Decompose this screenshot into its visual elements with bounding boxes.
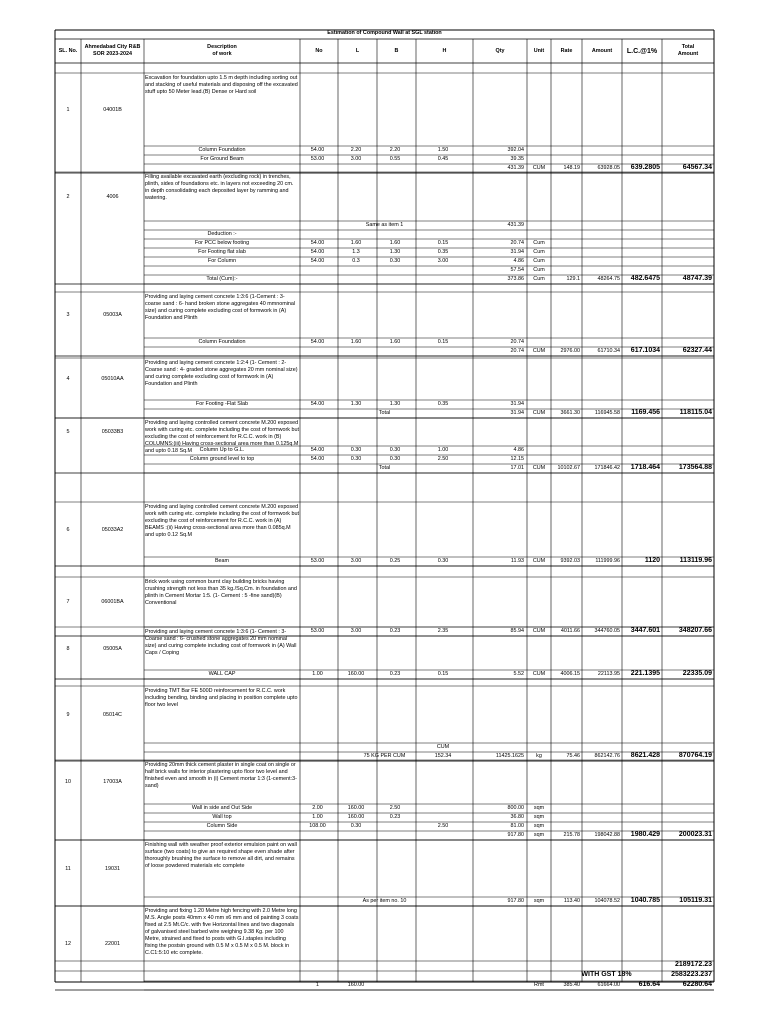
item-sl-no: 6 bbox=[66, 526, 70, 533]
row-label: For Ground Beam bbox=[200, 156, 244, 162]
header-lc: L.C.@1% bbox=[626, 48, 658, 55]
item-sor-code: 05010AA bbox=[101, 376, 124, 382]
item-sl-no: 4 bbox=[66, 376, 70, 382]
item-description: Brick work using common burnt clay building bricks having crushing strength not less than 35 kg./Sq.Cm. in foundation and plinth in Cement Mortar 1:5. (1- Cement : 5 -fine sand)(B) Conventional bbox=[145, 579, 297, 606]
cell-amount: 862142.76 bbox=[594, 753, 620, 759]
cell-qty: 85.94 bbox=[510, 628, 524, 634]
row-label: WALL CAP bbox=[208, 671, 236, 677]
cell-b: 2.50 bbox=[389, 805, 401, 811]
item-description: Finishing wall with weather proof exterior emulsion paint on wall surface (two coats) to give an required shape even shade after thoroughly brushing the surface to remove all dirt, and remains of loose powdered materials etc complete bbox=[145, 842, 297, 869]
cell-qty: 57.54 bbox=[510, 267, 524, 273]
grand-total: 2189172.23 bbox=[675, 961, 712, 968]
cell-qty: 20.74 bbox=[510, 339, 524, 345]
cell-l: 2.20 bbox=[350, 147, 362, 153]
header-total2: Amount bbox=[677, 51, 699, 57]
item-sl-no: 1 bbox=[66, 106, 70, 113]
cell-h: 2.35 bbox=[437, 628, 449, 634]
cell-rate: 129.1 bbox=[566, 276, 580, 282]
cell-b: 0.55 bbox=[389, 156, 401, 162]
cell-b: 1.60 bbox=[389, 240, 401, 246]
cell-total: 62327.44 bbox=[682, 347, 712, 354]
header-total1: Total bbox=[681, 44, 695, 50]
cell-h: 2.50 bbox=[437, 456, 449, 462]
cell-l: 0.30 bbox=[350, 456, 362, 462]
cell-lc: 617.1034 bbox=[630, 347, 660, 354]
cell-lc: 1169.456 bbox=[631, 409, 660, 416]
cell-no: 54.00 bbox=[310, 447, 325, 453]
header-sl: SL. No. bbox=[58, 48, 78, 54]
cell-lc: 616.64 bbox=[638, 981, 660, 988]
row-note: Same as item 1 bbox=[365, 222, 404, 228]
cell-l: 1.30 bbox=[350, 401, 362, 407]
row-label: Column Foundation bbox=[198, 147, 246, 153]
cell-unit: CUM bbox=[532, 410, 546, 416]
cell-amount: 171846.42 bbox=[594, 465, 620, 471]
cell-qty: 31.94 bbox=[510, 401, 524, 407]
item-description: Excavation for foundation upto 1.5 m depth including sorting out and stacking of useful materials and disposing off the excavated stuff upto 50 Meter lead.(B) Dense or Hard soil bbox=[145, 75, 298, 95]
cell-l: 1.60 bbox=[350, 240, 362, 246]
row-note: As per item no. 10 bbox=[362, 898, 407, 904]
cell-b: 0.23 bbox=[389, 628, 401, 634]
cell-total: 105119.31 bbox=[679, 897, 712, 904]
cell-unit: CUM bbox=[532, 465, 546, 471]
header-desc2: of work bbox=[212, 51, 232, 57]
cell-unit: sqm bbox=[533, 832, 545, 838]
cell-b: 0.30 bbox=[389, 258, 401, 264]
cell-qty: 81.00 bbox=[510, 823, 524, 829]
cell-h: 0.35 bbox=[437, 249, 449, 255]
item-description: Providing and fixing 1.20 Metre high fencing with 2.0 Metre long M.S. Angle posts 40mm x 40 mm x6 mm and oil painting 3 coats fixed at 2.5 Mt.C/c. with five Horizontal lines and two diagonals of galvanised steel barbed wire weighing 9.38 Kg. per 100 Metre, strained and fixed to posts with G.I.staples including fixing the postsin ground with 0.5 M x 0.5 M x 0.5 M. block in C.C1:5:10 etc complete. bbox=[145, 908, 299, 956]
cell-total: 22335.09 bbox=[682, 670, 712, 677]
cell-qty: 12.15 bbox=[510, 456, 524, 462]
item-description: Providing and laying cement concrete 1:3:6 (1- Cement : 3- Coarse sand : 6- crushed stone aggregates 20 mm nominal size) and curing complete including cost of formwork in (A) Wall Caps / Coping bbox=[145, 629, 297, 656]
cell-rate: 113.40 bbox=[563, 898, 580, 904]
cell-no: 53.00 bbox=[310, 628, 325, 634]
cell-lc: 8621.428 bbox=[630, 752, 660, 759]
cell-l: 3.00 bbox=[350, 156, 362, 162]
cell-unit: CUM bbox=[532, 165, 546, 171]
cell-total: 870764.19 bbox=[678, 752, 712, 759]
row-label: Deduction :- bbox=[207, 231, 237, 237]
cell-lc: 221.1395 bbox=[630, 670, 660, 677]
cell-qty: 31.94 bbox=[510, 249, 524, 255]
cell-amount: 61664.00 bbox=[597, 982, 620, 988]
header-rate: Rate bbox=[560, 48, 573, 54]
cell-b: 2.20 bbox=[389, 147, 401, 153]
item-sor-code: 17003A bbox=[103, 779, 122, 785]
item-sl-no: 9 bbox=[66, 711, 70, 718]
cell-qty: 431.39 bbox=[507, 165, 524, 171]
cell-l: 160.00 bbox=[347, 671, 365, 677]
item-sor-code: 05003A bbox=[103, 312, 122, 318]
cell-l: 160.00 bbox=[347, 982, 365, 988]
cell-qty: 20.74 bbox=[510, 348, 524, 354]
header-sor1: Ahmedabad City R&B bbox=[84, 44, 141, 50]
cell-unit: Cum bbox=[533, 240, 545, 246]
row-label: Total (Cum):- bbox=[206, 276, 238, 282]
row-label: Wall top bbox=[212, 814, 232, 820]
cell-lc: 482.6475 bbox=[630, 275, 660, 282]
cell-no: 54.00 bbox=[310, 258, 325, 264]
row-note: Total bbox=[378, 410, 391, 416]
item-sl-no: 7 bbox=[66, 599, 70, 605]
cell-no: 53.00 bbox=[310, 156, 325, 162]
cell-lc: 1120 bbox=[644, 557, 660, 564]
cell-h: 2.50 bbox=[437, 823, 449, 829]
item-sl-no: 10 bbox=[65, 779, 71, 785]
cell-no: 54.00 bbox=[310, 240, 325, 246]
cell-amount: 116945.58 bbox=[594, 410, 620, 416]
cell-qty: 20.74 bbox=[510, 240, 524, 246]
cell-no: 54.00 bbox=[310, 401, 325, 407]
cell-amount: 22113.95 bbox=[597, 671, 620, 677]
item-sl-no: 2 bbox=[66, 193, 70, 200]
cell-amount: 48264.75 bbox=[597, 276, 620, 282]
cell-no: 54.00 bbox=[310, 249, 325, 255]
cell-no: 54.00 bbox=[310, 456, 325, 462]
cell-rate: 4006.15 bbox=[560, 671, 580, 677]
item-sl-no: 8 bbox=[66, 645, 70, 652]
cell-rate: 3661.30 bbox=[560, 410, 580, 416]
header-desc1: Description bbox=[207, 44, 237, 50]
sheet-title: Estimation of Compound Wall at SGL station bbox=[327, 30, 442, 36]
cell-qty: 4.86 bbox=[513, 258, 524, 264]
cell-unit: CUM bbox=[532, 628, 546, 634]
cell-h: 0.15 bbox=[437, 240, 449, 246]
row-note: Total bbox=[378, 465, 391, 471]
cell-b: 0.23 bbox=[389, 671, 401, 677]
cell-unit: sqm bbox=[533, 823, 545, 829]
row-label: Column ground level to top bbox=[189, 456, 255, 462]
item-sor-code: 4006 bbox=[106, 193, 119, 200]
item-sor-code: 04001B bbox=[103, 106, 122, 113]
cell-amount: 198042.88 bbox=[594, 832, 620, 838]
cell-qty: 39.35 bbox=[510, 156, 524, 162]
cell-qty: 917.80 bbox=[507, 832, 524, 838]
cell-total: 62280.64 bbox=[682, 981, 712, 988]
cell-qty: 36.80 bbox=[510, 814, 524, 820]
cell-amount: 104078.52 bbox=[594, 898, 620, 904]
row-label: Wall in side and Out Side bbox=[191, 805, 253, 811]
row-note: 75 KG PER CUM bbox=[363, 753, 406, 759]
cell-rate: 385.40 bbox=[563, 982, 580, 988]
cell-h: 3.00 bbox=[437, 258, 449, 264]
cell-total: 348207.66 bbox=[678, 627, 712, 634]
cell-qty: 4.86 bbox=[513, 447, 524, 453]
cell-h: 0.30 bbox=[437, 558, 449, 564]
cell-rate: 10102.67 bbox=[557, 465, 580, 471]
header-amount: Amount bbox=[591, 48, 613, 54]
cell-total: 64567.34 bbox=[682, 164, 712, 171]
cell-no: 53.00 bbox=[310, 558, 325, 564]
cell-h: CUM bbox=[436, 744, 450, 750]
cell-l: 3.00 bbox=[350, 628, 362, 634]
cell-no: 54.00 bbox=[310, 339, 325, 345]
cell-total: 113119.96 bbox=[679, 557, 712, 564]
header-sor2: SOR 2023-2024 bbox=[93, 51, 132, 57]
cell-h: 1.50 bbox=[437, 147, 449, 153]
cell-rate: 75.46 bbox=[566, 753, 580, 759]
row-label: Column Side bbox=[206, 823, 238, 829]
cell-h: 0.15 bbox=[437, 671, 449, 677]
item-description: Providing and laying controlled cement concrete M.200 exposed work with curing etc. complete including the cost of formwork but excluding the cost of reinforcement for R.C.C. work in (A) BEAMS :(ii) Having cross-sectional area more than 0.085q.M and upto 0.12 Sq.M bbox=[145, 504, 299, 538]
cell-l: 0.30 bbox=[350, 447, 362, 453]
cell-no: 108.00 bbox=[309, 823, 326, 829]
gst-label: WITH GST 18% bbox=[581, 971, 632, 978]
item-sl-no: 12 bbox=[65, 940, 71, 947]
cell-l: 0.3 bbox=[352, 258, 360, 264]
header-unit: Unit bbox=[533, 48, 545, 54]
cell-amount: 61710.34 bbox=[597, 348, 620, 354]
row-label: Column Foundation bbox=[198, 339, 246, 345]
header-b: B bbox=[394, 48, 399, 54]
cell-rate: 2976.00 bbox=[560, 348, 580, 354]
cell-lc: 3447.601 bbox=[630, 627, 660, 634]
cell-unit: CUM bbox=[532, 348, 546, 354]
cell-b: 0.25 bbox=[389, 558, 401, 564]
cell-rate: 215.78 bbox=[563, 832, 580, 838]
cell-qty: 392.04 bbox=[507, 147, 524, 153]
cell-lc: 1718.464 bbox=[630, 464, 660, 471]
item-sl-no: 3 bbox=[66, 312, 70, 318]
cell-no: 54.00 bbox=[310, 147, 325, 153]
cell-rate: 9392.03 bbox=[560, 558, 580, 564]
item-sor-code: 22001 bbox=[105, 940, 120, 947]
cell-lc: 1040.785 bbox=[630, 897, 660, 904]
item-sl-no: 5 bbox=[66, 429, 70, 435]
cell-qty: 17.01 bbox=[510, 465, 524, 471]
cell-l: 160.00 bbox=[347, 814, 365, 820]
item-sor-code: 19031 bbox=[105, 865, 120, 872]
estimate-sheet bbox=[55, 30, 714, 988]
cell-unit: kg bbox=[536, 753, 542, 759]
cell-b: 1.30 bbox=[389, 249, 401, 255]
row-label: For Footing -Flat Slab bbox=[195, 401, 249, 407]
cell-h: 0.15 bbox=[437, 339, 449, 345]
cell-h: 0.35 bbox=[437, 401, 449, 407]
item-sor-code: 05005A bbox=[103, 645, 122, 652]
cell-h: 152.34 bbox=[434, 753, 452, 759]
cell-no: 1.00 bbox=[312, 671, 323, 677]
cell-qty: 917.80 bbox=[507, 898, 524, 904]
row-label: Beam bbox=[214, 558, 230, 564]
cell-b: 1.60 bbox=[389, 339, 401, 345]
item-sor-code: 06001BA bbox=[101, 599, 124, 605]
cell-total: 173564.88 bbox=[678, 464, 712, 471]
cell-l: 1.60 bbox=[350, 339, 362, 345]
cell-total: 48747.39 bbox=[682, 275, 712, 282]
cell-rate: 148.19 bbox=[563, 165, 580, 171]
cell-unit: Cum bbox=[533, 249, 545, 255]
cell-no: 1 bbox=[316, 982, 319, 988]
item-description: Providing and laying controlled cement concrete M.200 exposed work with curing etc. complete including the cost of formwork but excluding the cost of reinforcement for R.C.C. work in (B) COLUMNS:(iii) Having cross-sectional area more than 0.125q.M and upto 0.18 Sq.M bbox=[145, 420, 299, 454]
cell-l: 160.00 bbox=[347, 805, 365, 811]
cell-b: 0.30 bbox=[389, 447, 401, 453]
header-no: No bbox=[315, 48, 323, 54]
row-label: For PCC below footing bbox=[194, 240, 250, 246]
cell-l: 3.00 bbox=[350, 558, 362, 564]
item-description: Providing 20mm thick cement plaster in single coat on single or half brick walls for interior plastering upto floor two level and finished even and smooth in (i) Cement mortar 1:3 (1-cement:3-sand) bbox=[145, 762, 297, 789]
cell-b: 0.23 bbox=[389, 814, 401, 820]
cell-qty: 431.39 bbox=[507, 222, 524, 228]
item-description: Providing and laying cement concrete 1:3:6 (1-Cement : 3- coarse sand : 6- hand broken stone aggregates 40 mmnominal size) and curing complete excluding cost of formwork in (A) Foundation and Plinth bbox=[145, 294, 296, 321]
cell-unit: Cum bbox=[533, 267, 545, 273]
cell-lc: 639.2805 bbox=[630, 164, 660, 171]
cell-unit: Rmt bbox=[534, 982, 544, 988]
cell-qty: 31.94 bbox=[510, 410, 524, 416]
cell-unit: sqm bbox=[533, 805, 545, 811]
item-description: Filling available excavated earth (excluding rock) in trenches, plinth, sides of foundations etc. in layers not exceeding 20 cm. in depth consolidating each deposited layer by ramming and watering. bbox=[145, 174, 294, 201]
cell-no: 2.00 bbox=[312, 805, 323, 811]
cell-h: 1.00 bbox=[437, 447, 449, 453]
header-l: L bbox=[355, 48, 360, 54]
row-label: For Footing flat slab bbox=[198, 249, 246, 255]
header-qty: Qty bbox=[495, 48, 505, 54]
row-label: Column Up to G.L. bbox=[199, 447, 245, 453]
cell-amount: 344760.05 bbox=[594, 628, 620, 634]
cell-total: 118115.04 bbox=[679, 409, 712, 416]
cell-qty: 11.93 bbox=[510, 558, 524, 564]
cell-l: 0.30 bbox=[350, 823, 362, 829]
item-sl-no: 11 bbox=[65, 865, 71, 872]
cell-qty: 373.86 bbox=[507, 276, 524, 282]
cell-no: 1.00 bbox=[312, 814, 323, 820]
item-sor-code: 05033A2 bbox=[101, 526, 124, 533]
item-description: Providing TMT Bar FE 500D reinforcement for R.C.C. work including bending, binding and placing in position complete upto floor two level bbox=[145, 688, 298, 708]
cell-amount: 63928.05 bbox=[597, 165, 620, 171]
cell-unit: Cum bbox=[533, 258, 545, 264]
item-sor-code: 05014C bbox=[103, 711, 122, 718]
cell-total: 200023.31 bbox=[678, 831, 712, 838]
gst-total: 2583223.237 bbox=[671, 971, 712, 978]
cell-unit: CUM bbox=[532, 671, 546, 677]
cell-qty: 11425.1625 bbox=[495, 753, 524, 759]
cell-unit: sqm bbox=[533, 898, 545, 904]
cell-unit: CUM bbox=[532, 558, 546, 564]
row-label: For Column bbox=[207, 258, 237, 264]
cell-qty: 800.00 bbox=[507, 805, 524, 811]
cell-unit: Cum bbox=[533, 276, 545, 282]
cell-b: 1.30 bbox=[389, 401, 401, 407]
cell-unit: sqm bbox=[533, 814, 545, 820]
cell-b: 0.30 bbox=[389, 456, 401, 462]
header-h: H bbox=[442, 48, 447, 54]
cell-qty: 5.52 bbox=[513, 671, 524, 677]
cell-rate: 4011.66 bbox=[560, 628, 580, 634]
cell-lc: 1980.429 bbox=[630, 831, 660, 838]
cell-l: 1.3 bbox=[352, 249, 360, 255]
item-sor-code: 05033B3 bbox=[101, 429, 124, 435]
item-description: Providing and laying cement concrete 1:2:4 (1- Cement : 2- Coarse sand : 4- graded stone aggregates 20 mm nominal size) and curing complete excluding cost of formwork in (A) Foundation and Plinth bbox=[145, 360, 298, 387]
cell-amount: 111999.96 bbox=[595, 558, 620, 564]
cell-h: 0.45 bbox=[437, 156, 449, 162]
